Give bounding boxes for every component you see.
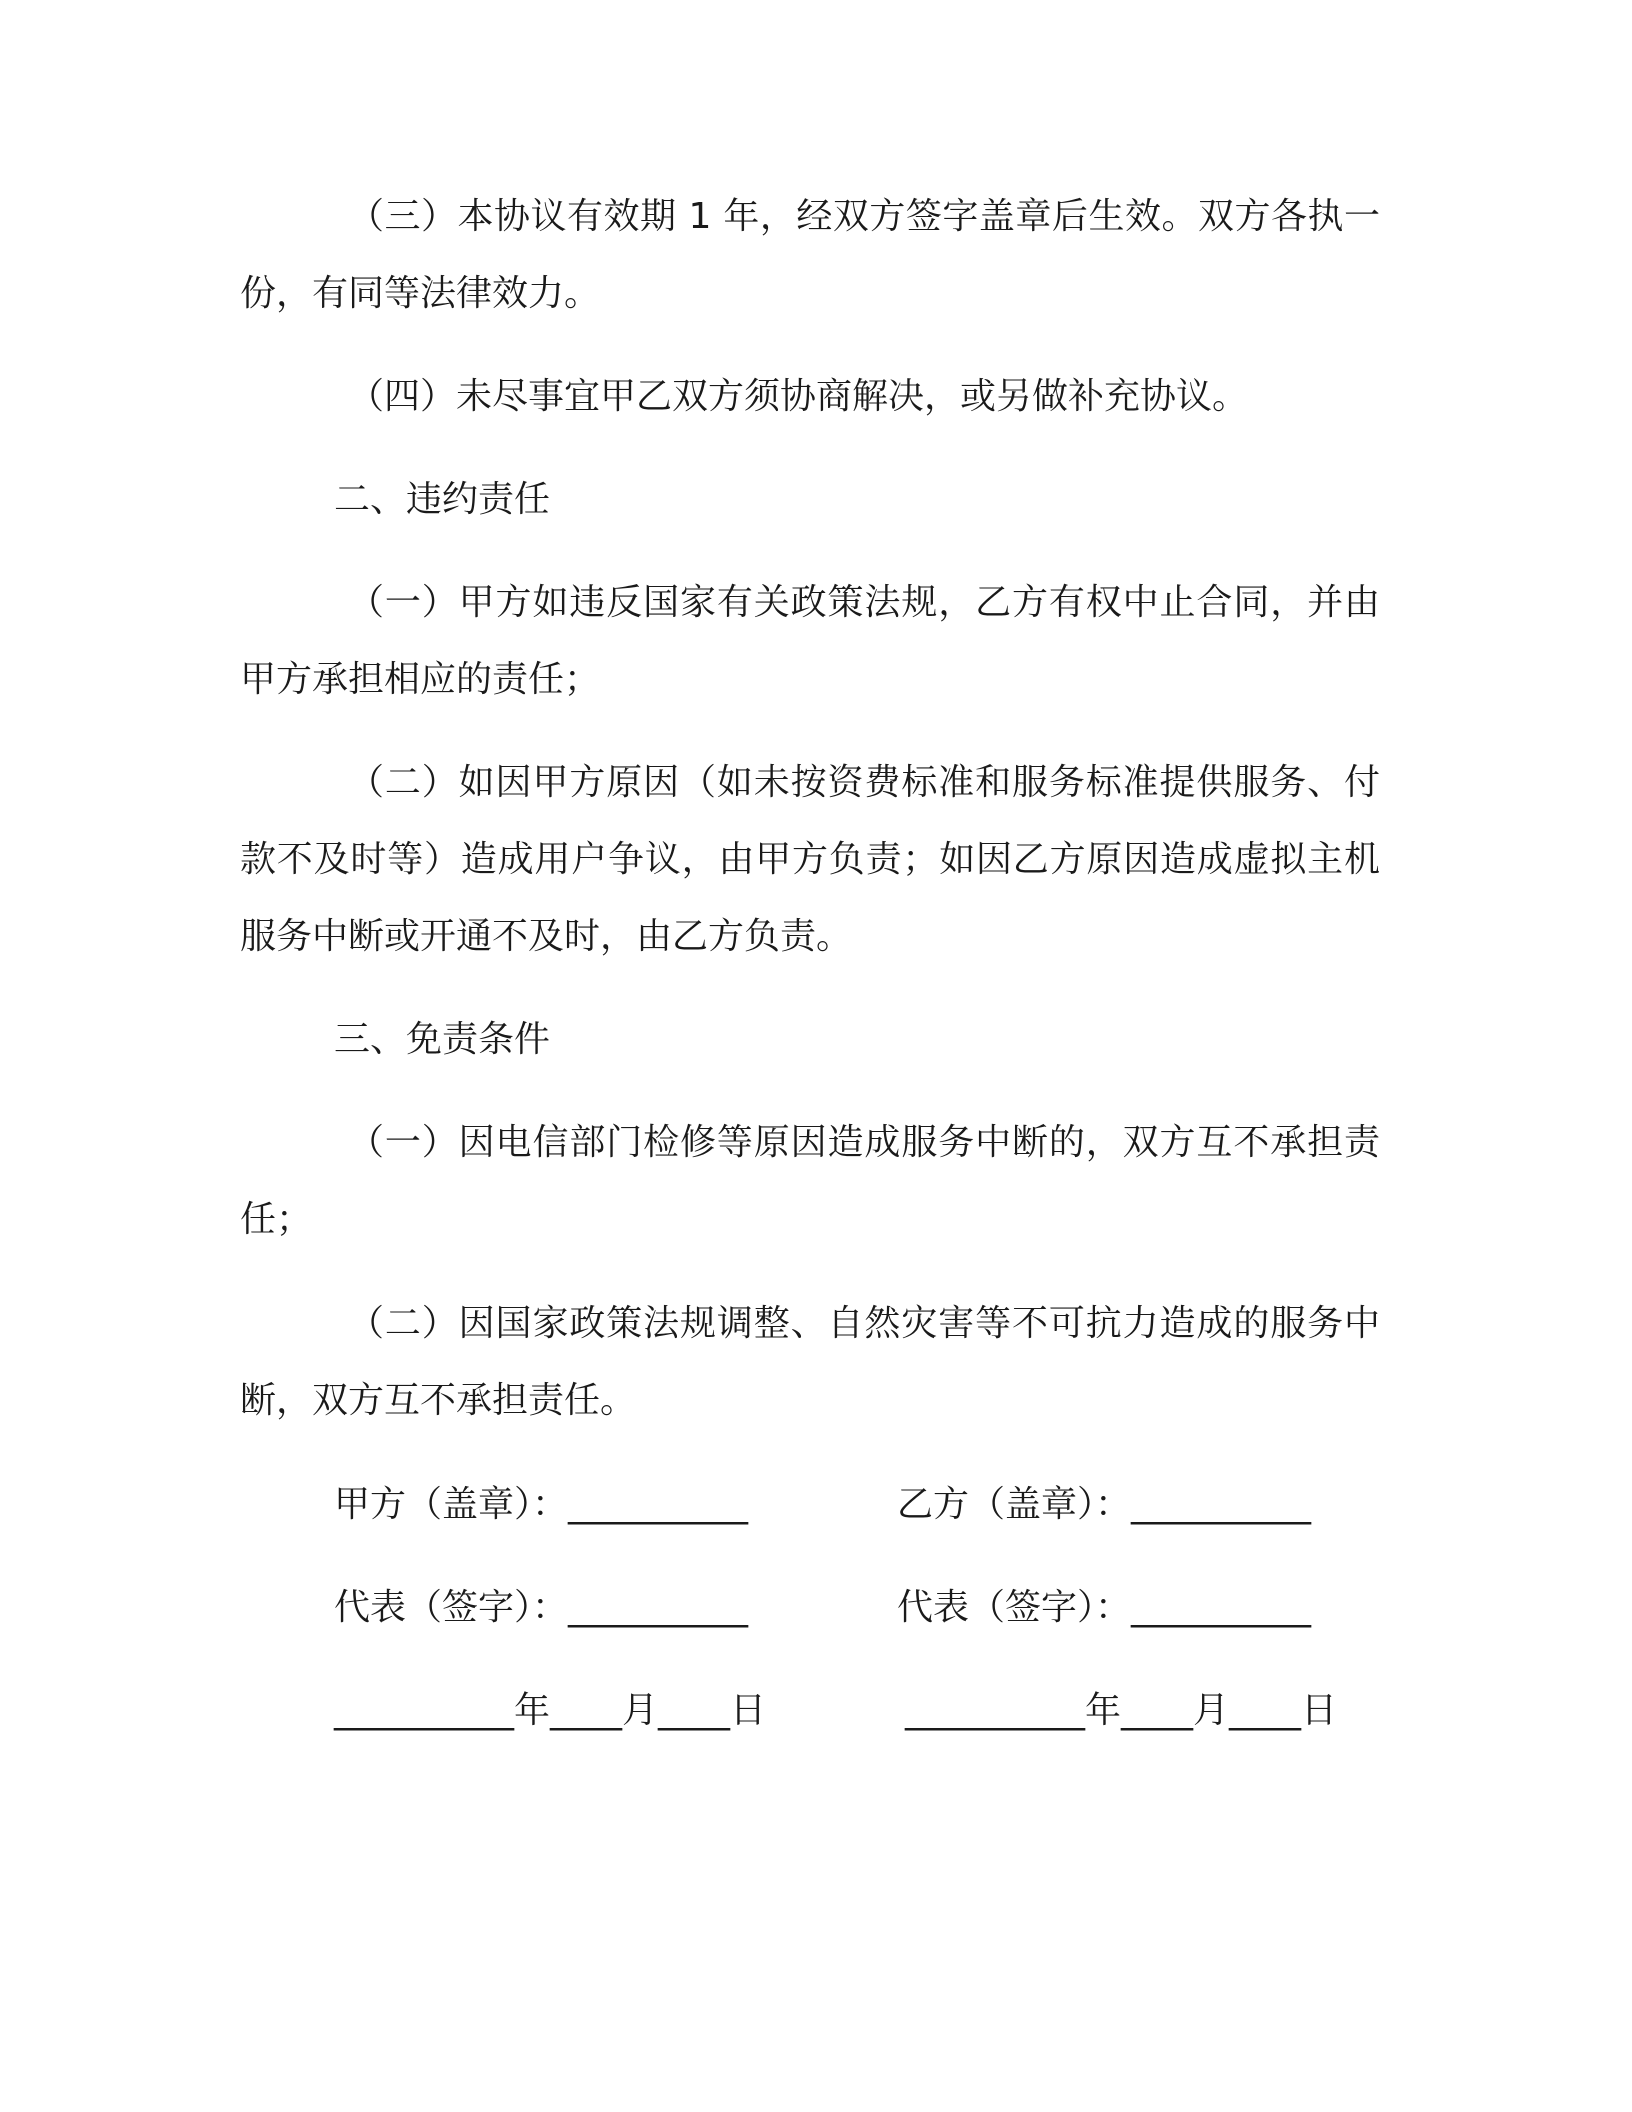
party-b-representative-line: 代表（签字）：__________ [897, 1587, 1312, 1628]
paragraph-exemption-force-majeure: （二）因国家政策法规调整、自然灾害等不可抗力造成的服务中断，双方互不承担责任。 [240, 1303, 1380, 1421]
party-b-seal-line: 乙方（盖章）：__________ [897, 1484, 1312, 1525]
paragraph-exemption-maintenance: （一）因电信部门检修等原因造成服务中断的，双方互不承担责任； [240, 1122, 1380, 1240]
paragraph-breach-party-a: （一）甲方如违反国家有关政策法规，乙方有权中止合同，并由甲方承担相应的责任； [240, 582, 1380, 700]
paragraph-breach-responsibility: （二）如因甲方原因（如未按资费标准和服务标准提供服务、付款不及时等）造成用户争议，由甲方负责；如因乙方原因造成虚拟主机服务中断或开通不及时，由乙方负责。 [240, 762, 1380, 957]
heading-exemption: 三、免责条件 [334, 1019, 551, 1060]
party-a-representative-line: 代表（签字）：__________ [334, 1587, 749, 1628]
paragraph-validity: （三）本协议有效期 1 年，经双方签字盖章后生效。双方各执一份，有同等法律效力。 [240, 196, 1380, 314]
party-a-seal-line: 甲方（盖章）：__________ [334, 1484, 749, 1525]
party-b-date-line: __________年____月____日 [905, 1690, 1337, 1731]
heading-breach-of-contract: 二、违约责任 [334, 479, 551, 520]
paragraph-supplement: （四）未尽事宜甲乙双方须协商解决，或另做补充协议。 [348, 376, 1249, 417]
party-a-date-line: __________年____月____日 [334, 1690, 766, 1731]
